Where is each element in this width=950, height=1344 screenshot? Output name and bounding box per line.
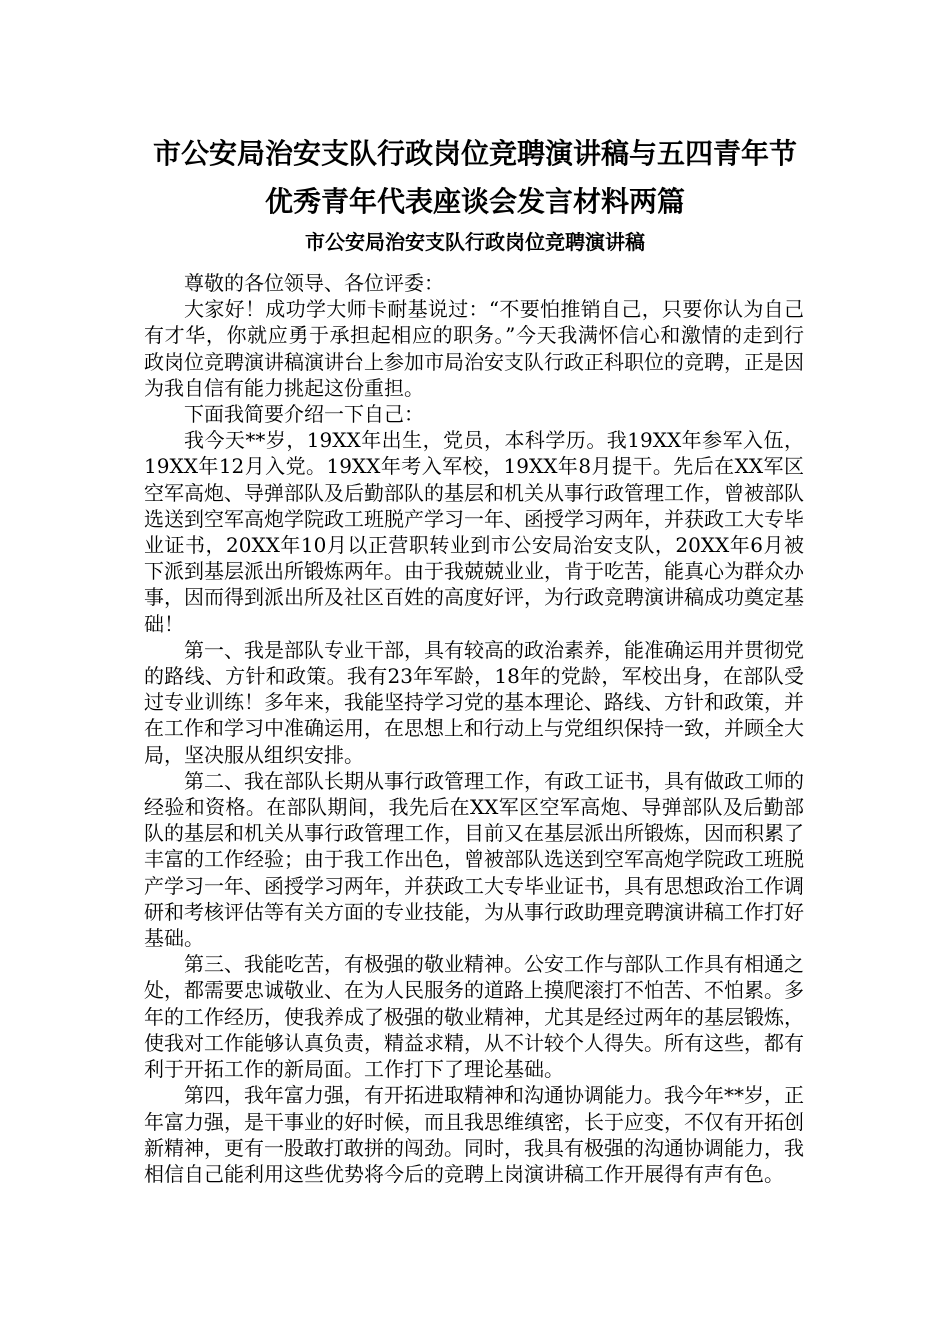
document-title-line-2: 优秀青年代表座谈会发言材料两篇 (264, 185, 685, 218)
paragraph-intro: 下面我简要介绍一下自己： (184, 402, 424, 427)
paragraph-point-3: 第三、我能吃苦，有极强的敬业精神。公安工作与部队工作具有相通之处，都需要忠诚敬业、在为人民服务的道路上摸爬滚打不怕苦、不怕累。多年的工作经历，使我养成了极强的敬业精神，尤其是经过两年的基层锻炼，使我对工作能够认真负责，精益求精，从不计较个人得失。所有这些，都有利于开拓工作的新局面。工作打下了理论基础。 (144, 952, 804, 1082)
paragraph-point-4: 第四，我年富力强，有开拓进取精神和沟通协调能力。我今年**岁，正年富力强，是干事业的好时候，而且我思维缜密，长于应变，不仅有开拓创新精神，更有一股敢打敢拼的闯劲。同时，我具有极强的沟通协调能力，我相信自己能利用这些优势将今后的竞聘上岗演讲稿工作开展得有声有色。 (144, 1083, 804, 1186)
paragraph-background: 我今天**岁，19XX年出生，党员，本科学历。我19XX年参军入伍，19XX年12月入党。19XX年考入军校，19XX年8月提干。先后在XX军区空军高炮、导弹部队及后勤部队的基层和机关从事行政管理工作，曾被部队选送到空军高炮学院政工班脱产学习一年、函授学习两年，并获政工大专毕业证书，20XX年10月以正营职转业到市公安局治安支队，20XX年6月被下派到基层派出所锻炼两年。由于我兢兢业业，肯于吃苦，能真心为群众办事，因而得到派出所及社区百姓的高度好评，为行政竞聘演讲稿成功奠定基础！ (144, 428, 804, 636)
paragraph-point-2: 第二、我在部队长期从事行政管理工作，有政工证书，具有做政工师的经验和资格。在部队期间，我先后在XX军区空军高炮、导弹部队及后勤部队的基层和机关从事行政管理工作，目前又在基层派出所锻炼，因而积累了丰富的工作经验；由于我工作出色，曾被部队选送到空军高炮学院政工班脱产学习一年、函授学习两年，并获政工大专毕业证书，具有思想政治工作调研和考核评估等有关方面的专业技能，为从事行政助理竞聘演讲稿工作打好基础。 (144, 768, 804, 951)
paragraph-greeting: 大家好！成功学大师卡耐基说过：“不要怕推销自己，只要你认为自己有才华，你就应勇于承担起相应的职务。”今天我满怀信心和激情的走到行政岗位竞聘演讲稿演讲台上参加市局治安支队行政正科职位的竞聘，正是因为我自信有能力挑起这份重担。 (144, 297, 804, 400)
document-body (144, 270, 804, 1187)
paragraph-point-1: 第一、我是部队专业干部，具有较高的政治素养，能准确运用并贯彻党的路线、方针和政策。我有23年军龄，18年的党龄，军校出身，在部队受过专业训练！多年来，我能坚持学习党的基本理论、路线、方针和政策，并在工作和学习中准确运用，在思想上和行动上与党组织保持一致，并顾全大局，坚决服从组织安排。 (144, 637, 804, 767)
paragraph-salutation: 尊敬的各位领导、各位评委： (184, 271, 444, 295)
document-title-line-1: 市公安局治安支队行政岗位竞聘演讲稿与五四青年节 (152, 137, 797, 170)
section-subtitle: 市公安局治安支队行政岗位竞聘演讲稿 (305, 230, 645, 254)
